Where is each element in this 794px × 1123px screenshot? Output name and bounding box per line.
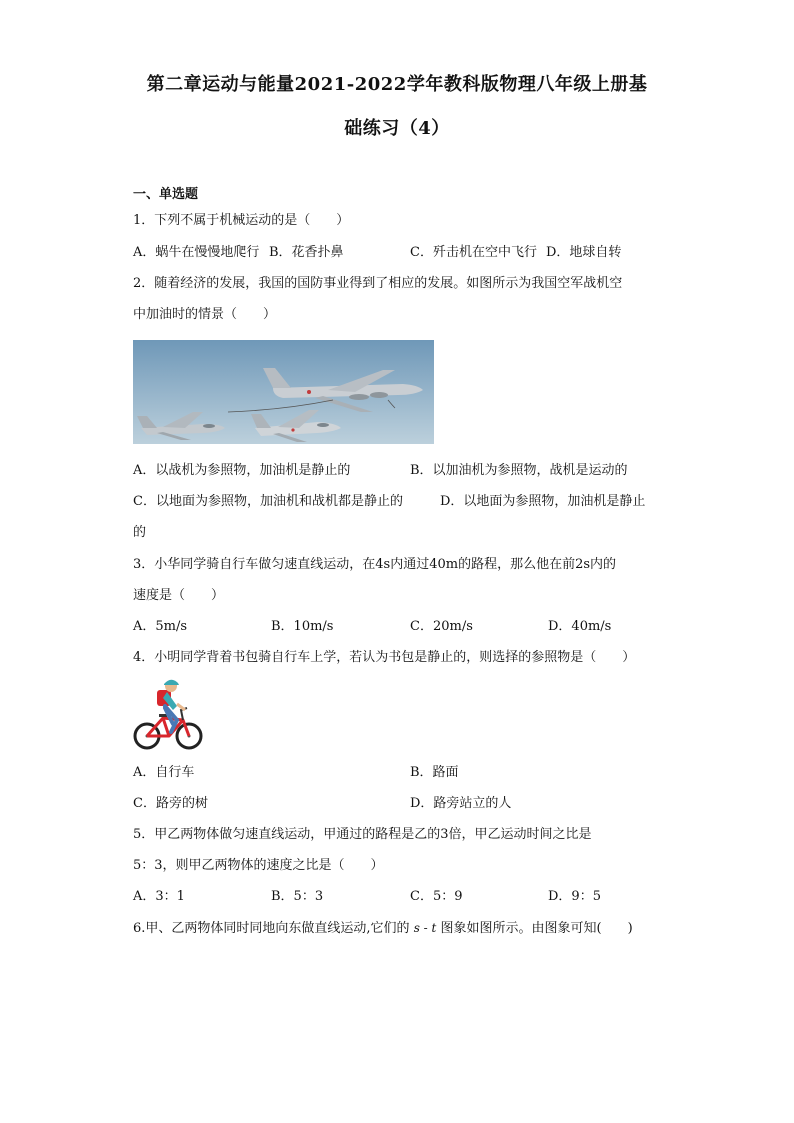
question-1-option-a: A．蜗牛在慢慢地爬行 bbox=[133, 245, 260, 260]
question-5-option-b: B．5：3 bbox=[271, 889, 324, 904]
question-5-stem-line-1: 5．甲乙两物体做匀速直线运动，甲通过的路程是乙的3倍，甲乙运动时间之比是 bbox=[133, 827, 592, 842]
question-6-stem bbox=[133, 919, 633, 938]
question-3-option-a: A．5m/s bbox=[133, 619, 188, 634]
cyclist-image bbox=[133, 676, 205, 752]
page-title-line-2: 础练习（4） bbox=[344, 118, 450, 139]
question-2-option-a: A．以战机为参照物，加油机是静止的 bbox=[133, 463, 351, 478]
question-4-option-a: A．自行车 bbox=[133, 765, 195, 780]
question-5-option-c: C．5：9 bbox=[410, 889, 463, 904]
question-1-stem: 1．下列不属于机械运动的是（ ） bbox=[133, 213, 350, 228]
question-4-option-d: D．路旁站立的人 bbox=[410, 796, 512, 811]
question-1-option-d: D．地球自转 bbox=[546, 245, 622, 260]
question-5-option-d: D．9：5 bbox=[548, 889, 601, 904]
question-3-stem-line-2: 速度是（ ） bbox=[133, 588, 225, 603]
question-1-option-c: C．歼击机在空中飞行 bbox=[410, 245, 537, 260]
question-2-option-b: B．以加油机为参照物，战机是运动的 bbox=[410, 463, 628, 478]
cyclist-illustration bbox=[133, 676, 205, 752]
question-5-stem-line-2: 5：3，则甲乙两物体的速度之比是（ ） bbox=[133, 858, 384, 873]
question-2-option-d-wrap: 的 bbox=[133, 525, 147, 540]
question-5-option-a: A．3：1 bbox=[133, 889, 185, 904]
question-2-stem-line-2: 中加油时的情景（ ） bbox=[133, 307, 277, 322]
page-title-line-1: 第二章运动与能量2021-2022学年教科版物理八年级上册基 bbox=[146, 74, 648, 95]
question-3-option-d: D．40m/s bbox=[548, 619, 612, 634]
question-3-option-c: C．20m/s bbox=[410, 619, 473, 634]
question-2-option-d: D．以地面为参照物，加油机是静止 bbox=[440, 494, 646, 509]
question-4-option-c: C．路旁的树 bbox=[133, 796, 208, 811]
section-heading: 一、单选题 bbox=[133, 187, 199, 202]
aerial-refueling-photo bbox=[133, 340, 434, 444]
question-2-option-c: C．以地面为参照物，加油机和战机都是静止的 bbox=[133, 494, 403, 509]
question-6-stem-suffix: 图象如图所示。由图象可知( ) bbox=[440, 921, 633, 936]
question-6-stem-variable: s - t bbox=[413, 921, 437, 935]
question-4-stem: 4．小明同学背着书包骑自行车上学，若认为书包是静止的，则选择的参照物是（ ） bbox=[133, 650, 636, 665]
question-1-option-b: B．花香扑鼻 bbox=[269, 245, 344, 260]
question-6-stem-prefix: 6.甲、乙两物体同时同地向东做直线运动,它们的 bbox=[133, 921, 410, 936]
question-3-stem-line-1: 3．小华同学骑自行车做匀速直线运动，在4s内通过40m的路程，那么他在前2s内的 bbox=[133, 557, 617, 572]
question-2-stem-line-1: 2．随着经济的发展，我国的国防事业得到了相应的发展。如图所示为我国空军战机空 bbox=[133, 276, 623, 291]
question-3-option-b: B．10m/s bbox=[271, 619, 334, 634]
aerial-refueling-illustration bbox=[133, 340, 434, 444]
question-4-option-b: B．路面 bbox=[410, 765, 459, 780]
